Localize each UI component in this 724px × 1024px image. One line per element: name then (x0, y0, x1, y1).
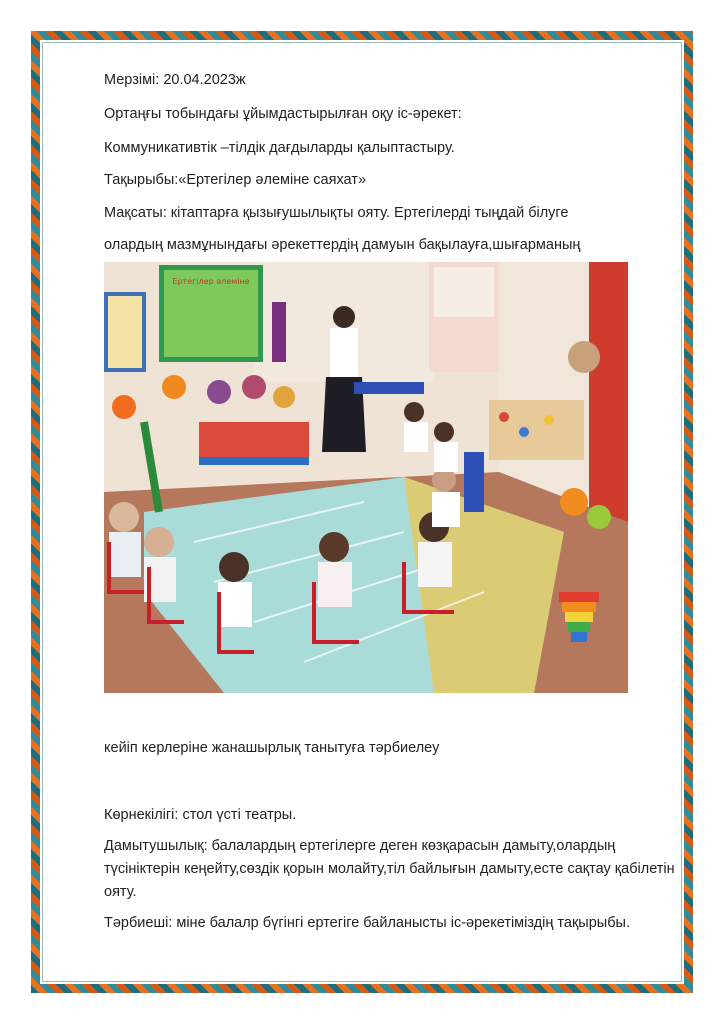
goal-line-1: Мақсаты: кітаптарға қызығушылықты ояту. Ертегілерді тыңдай білуге (104, 205, 569, 221)
poster-title: Ертегілер әлеміне (172, 277, 250, 286)
visual-aid-line: Көрнекілігі: стол үсті театры. (104, 807, 297, 823)
developmental-paragraph: Дамытушылық: балалардың ертегілерге деген көзқарасын дамыту,олардың түсініктерін кеңейту,сөздік қорын молайту,тіл байлығын дамыту,есте сақтау қабілетін ояту. (104, 838, 675, 900)
goal-line-3: кейіп керлеріне жанашырлық танытуға тәрбиелеу (104, 740, 440, 756)
goal-line-2: олардың мазмұнындағы әрекеттердің дамуын бақылауға,шығарманың (104, 237, 581, 253)
classroom-photo (104, 262, 628, 693)
topic-line: Тақырыбы:«Ертегілер әлеміне саяхат» (104, 172, 367, 188)
group-line: Ортаңғы тобындағы ұйымдастырылған оқу іс-әрекет: (104, 106, 462, 122)
date-line: Мерзімі: 20.04.2023ж (104, 72, 246, 88)
classroom-photo-illustration (104, 262, 628, 693)
subject-line: Коммуникативтік –тілдік дағдыларды қалыптастыру. (104, 140, 455, 156)
teacher-line: Тәрбиеші: міне балалр бүгінгі ертегіге байланысты іс-әрекетіміздің тақырыбы. (104, 915, 630, 931)
